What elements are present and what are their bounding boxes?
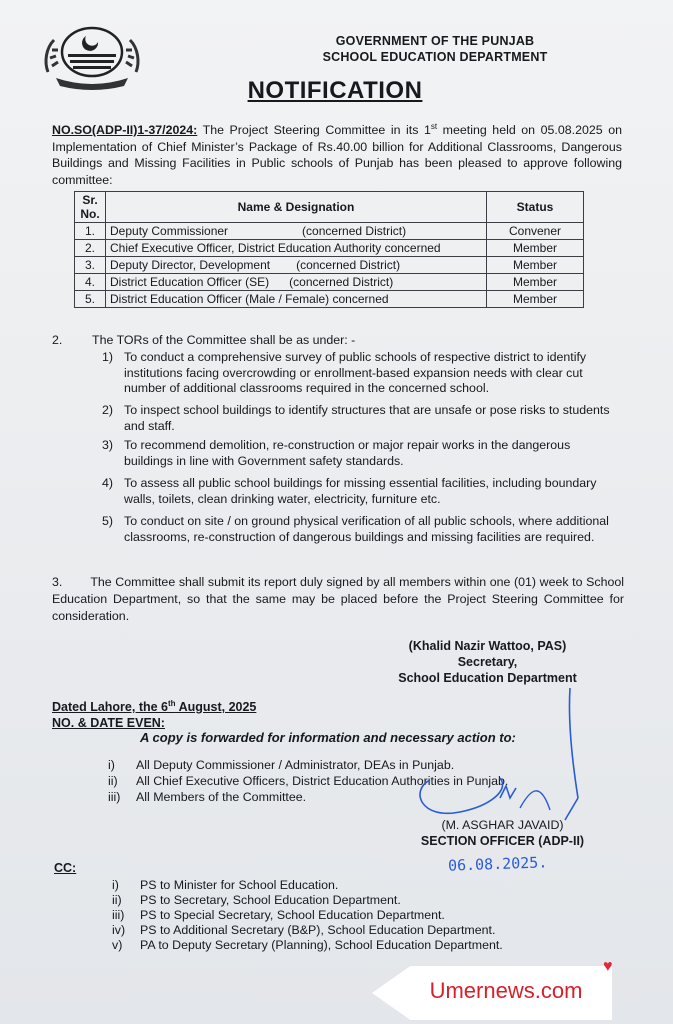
table-row <box>75 257 584 274</box>
row-name: Deputy Commissioner (concerned District) <box>106 223 487 240</box>
recipient-item: ii) All Chief Executive Officers, District Education Authorities in Punjab. <box>108 774 509 788</box>
section-officer-name: (M. ASGHAR JAVAID) <box>441 818 564 832</box>
no-date-even: NO. & DATE EVEN: <box>52 716 165 730</box>
section-officer-designation: SECTION OFFICER (ADP-II) <box>420 834 585 848</box>
row-sr: 1. <box>75 223 106 240</box>
row-status: Member <box>487 257 584 274</box>
signatory-name: (Khalid Nazir Wattoo, PAS) <box>408 639 567 653</box>
tor-marker: 1) <box>102 350 114 364</box>
notification-heading: NOTIFICATION <box>247 77 423 104</box>
row-name: District Education Officer (Male / Female) concerned <box>106 291 487 308</box>
cc-label: CC: <box>54 861 77 875</box>
name-header: Name & Designation <box>106 192 487 223</box>
intro-text-a: The Project Steering Committee in its 1 <box>197 123 431 138</box>
signatory-department: School Education Department <box>398 671 577 685</box>
forward-note: A copy is forwarded for information and necessary action to: <box>140 730 516 745</box>
tor-item <box>102 350 622 397</box>
tor-item <box>102 476 622 507</box>
cc-item: ii) PS to Secretary, School Education Department. <box>112 893 401 907</box>
tor-text: To assess all public school buildings for missing essential facilities, including boundary walls, toilets, clean drinking water, electricity, furniture etc. <box>124 476 597 506</box>
tor-marker: 2) <box>102 403 114 417</box>
row-name: Deputy Director, Development (concerned District) <box>106 257 487 274</box>
para3-text: The Committee shall submit its report duly signed by all members within one (01) week to School Education Department, so that the same may be placed before the Project Steering Committee for consideration. <box>52 575 624 623</box>
watermark-text[interactable]: Umernews.com <box>429 978 583 1003</box>
status-header: Status <box>487 192 584 223</box>
row-status: Member <box>487 291 584 308</box>
para2-number: 2. <box>52 333 63 347</box>
row-sr: 4. <box>75 274 106 291</box>
para3 <box>52 574 624 625</box>
sr-no-header: Sr. No. <box>75 192 106 223</box>
handwritten-date: 06.08.2025. <box>447 853 548 875</box>
tor-marker: 5) <box>102 514 114 528</box>
cc-item: v) PA to Deputy Secretary (Planning), School Education Department. <box>112 938 503 952</box>
row-status: Member <box>487 274 584 291</box>
tor-marker: 3) <box>102 438 114 452</box>
tor-marker: 4) <box>102 476 114 490</box>
department-title: SCHOOL EDUCATION DEPARTMENT <box>322 50 548 64</box>
cc-item: i) PS to Minister for School Education. <box>112 878 339 892</box>
table-header-row <box>75 192 584 223</box>
tor-item <box>102 438 622 469</box>
recipient-item: i) All Deputy Commissioner / Administrator, DEAs in Punjab. <box>108 758 455 772</box>
tor-item <box>102 403 622 434</box>
row-sr: 5. <box>75 291 106 308</box>
intro-text-b: meeting held on 05.08.2025 on Implementation of Chief Minister’s Package of Rs.40.00 billion for Additional Classrooms, Dangerous Buildings and Missing Facilities in Public schools of Punjab has been pleased to approve following committee: <box>52 123 622 187</box>
dated-line: Dated Lahore, the 6th August, 2025 <box>52 699 257 715</box>
tors-heading: The TORs of the Committee shall be as under: - <box>92 333 356 347</box>
para3-number: 3. <box>52 575 63 589</box>
table-row <box>75 274 584 291</box>
tor-text: To inspect school buildings to identify structures that are unsafe or pose risks to students and staff. <box>124 403 610 433</box>
intro-paragraph <box>52 119 622 188</box>
handwritten-signature-icon <box>400 680 610 830</box>
heart-icon: ♥ <box>603 958 613 975</box>
punjab-emblem-icon <box>40 22 144 92</box>
row-name: District Education Officer (SE) (concerned District) <box>106 274 487 291</box>
row-status: Convener <box>487 223 584 240</box>
table-row <box>75 223 584 240</box>
tor-text: To conduct on site / on ground physical verification of all public schools, where additional classrooms, re-construction of dangerous buildings and missing facilities are required. <box>124 514 609 544</box>
reference-number: NO.SO(ADP-II)1-37/2024: <box>52 123 198 138</box>
tor-text: To recommend demolition, re-construction or major repair works in the dangerous buildings in line with Government safety standards. <box>124 438 571 468</box>
recipient-item: iii) All Members of the Committee. <box>108 790 307 804</box>
committee-table <box>74 191 584 308</box>
intro-sup: st <box>430 122 438 131</box>
cc-item: iii) PS to Special Secretary, School Education Department. <box>112 908 445 922</box>
row-status: Member <box>487 240 584 257</box>
tor-item <box>102 514 622 545</box>
cc-item: iv) PS to Additional Secretary (B&P), School Education Department. <box>112 923 496 937</box>
row-sr: 3. <box>75 257 106 274</box>
government-title: GOVERNMENT OF THE PUNJAB <box>335 34 535 48</box>
signatory-designation: Secretary, <box>457 655 518 669</box>
table-row <box>75 291 584 308</box>
tor-text: To conduct a comprehensive survey of public schools of respective district to identify institutions facing overcrowding or enrollment-based expansion needs with clear cut number of additional classrooms required in the concerned school. <box>124 350 587 395</box>
table-row <box>75 240 584 257</box>
row-name: Chief Executive Officer, District Education Authority concerned <box>106 240 487 257</box>
row-sr: 2. <box>75 240 106 257</box>
